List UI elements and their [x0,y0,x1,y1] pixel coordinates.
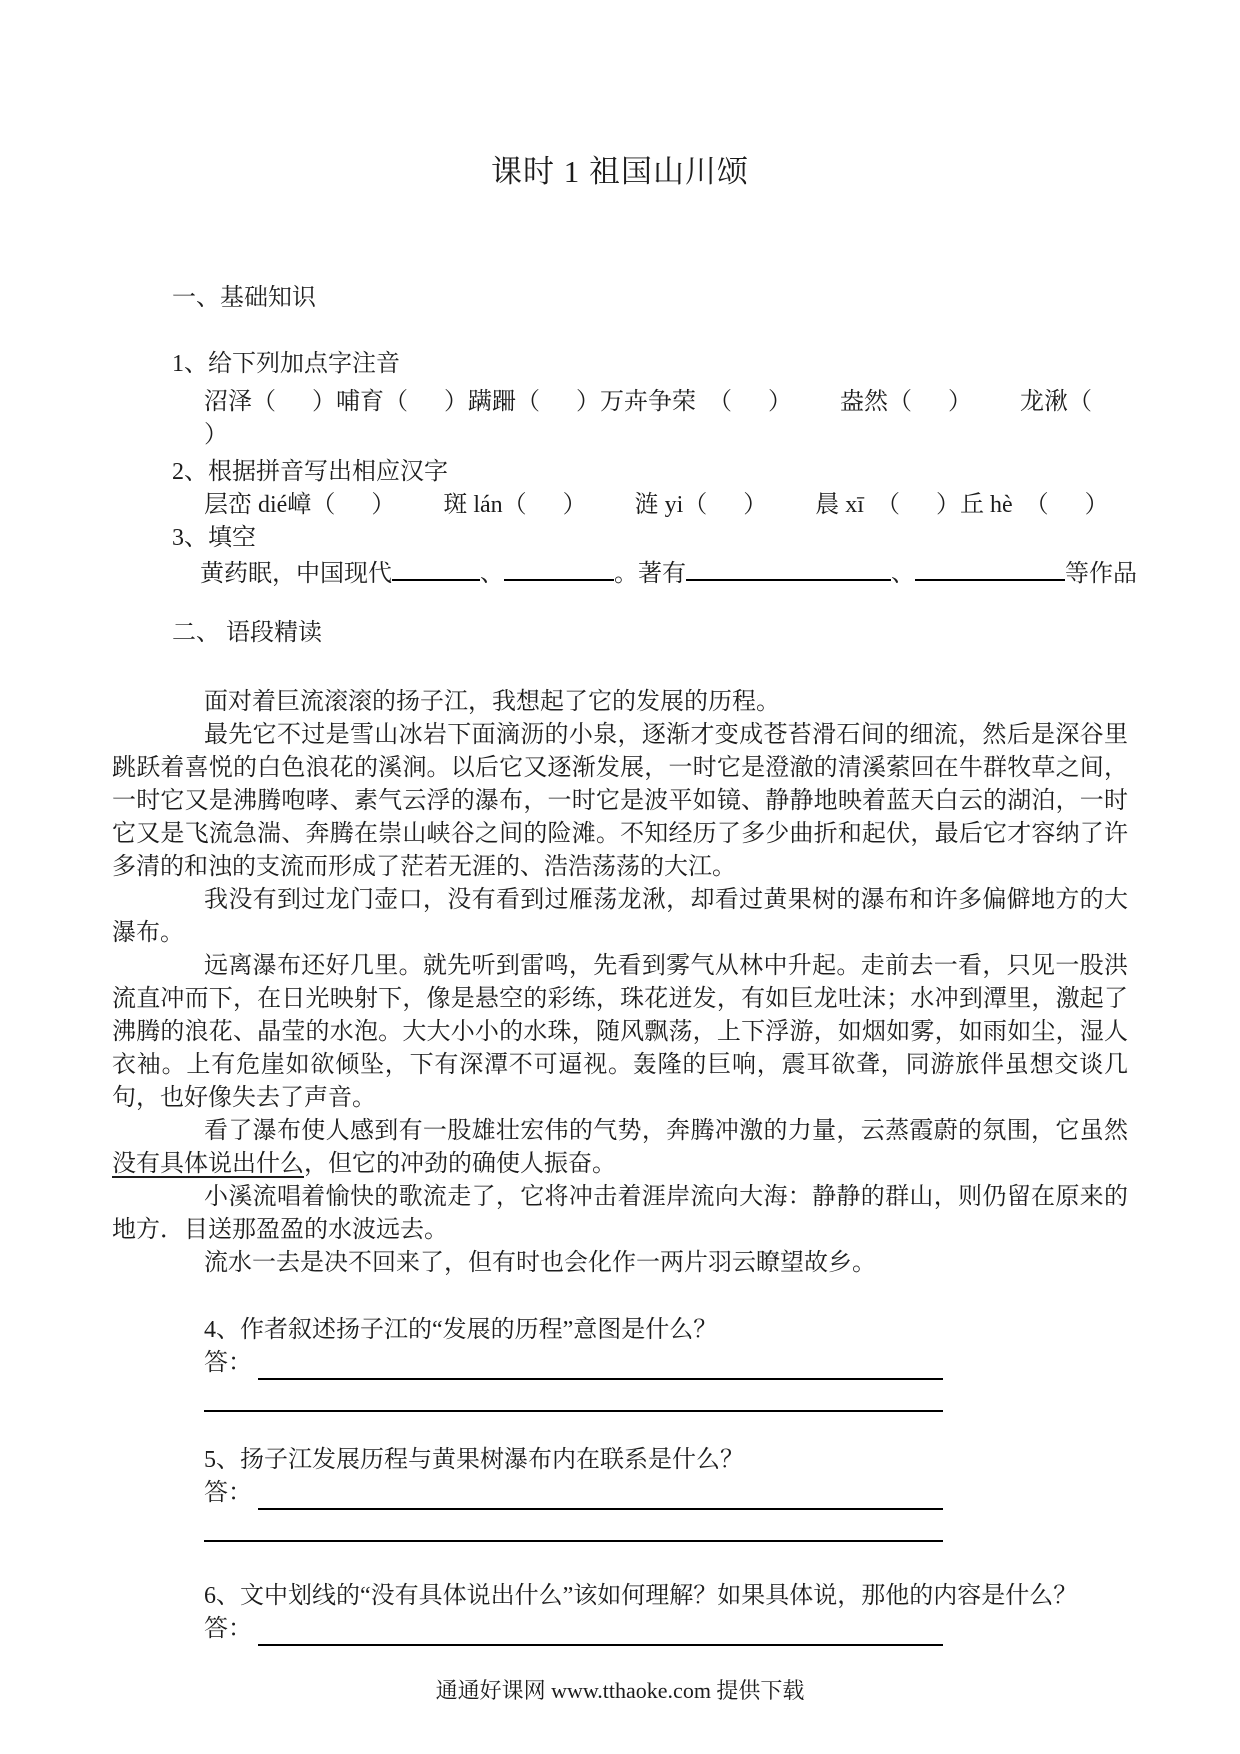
blank-field-3 [686,555,891,581]
fill-text-post: 等作品 [1065,561,1137,587]
fill-separator-3: 、 [891,561,915,587]
question-4-answer-row [204,1347,943,1380]
fill-separator-1: 、 [480,561,504,587]
text-segment: （ ） [204,389,1128,448]
fill-text-pre: 黄药眠，中国现代 [200,561,392,587]
passage-paragraph-7 [112,1247,1128,1280]
text-segment: （ ）万 [516,389,624,415]
emphasis-dot-char: 卉 • [624,389,648,415]
passage-paragraph-1 [112,686,1128,719]
passage-paragraph-4 [112,950,1128,1115]
answer-blank-line [258,1482,943,1510]
passage-paragraph-3 [112,884,1128,950]
question-5-block [204,1444,1128,1542]
question-3-label: 3、填空 [172,525,256,551]
answer-blank-line-2 [204,1380,943,1412]
text-segment: 远离瀑布还好几里。就先听到雷鸣，先看到雾气从林中升起。走前去一看，只见一股洪流直冲而下，在日光映射下，像是悬空的彩练，珠花迸发，有如巨龙吐沫；水冲到潭里，激起了沸腾的浪花、晶莹的水泡。大大小小的水珠，随风飘荡，上下浮游，如烟如雾，如雨如尘，湿人衣袖。上有危崖如欲倾坠，下有深潭不可逼视。轰隆的巨响，震耳欲聋，同游旅伴虽想交谈几句，也好像失去了声音。 [112,953,1128,1111]
passage-paragraph-2 [112,719,1128,884]
text-segment: 小溪流唱着愉快的歌流走了，它将冲击着涯岸流向大海：静静的群山，则仍留在原来的地方．目送那盈盈的水波远去。 [112,1184,1128,1243]
answer-blank-line [258,1618,943,1646]
reading-passage [112,686,1128,1280]
text-segment: 最先它不过是雪山冰岩下面滴沥的小泉，逐渐才变成苍苔滑石间的细流，然后是深谷里跳跃着喜悦的白色浪花的溪涧。以后它又逐渐发展，一时它是澄澈的清溪萦回在牛群牧草之间，一时它又是沸腾咆哮、素气云浮的瀑布，一时它是波平如镜、静静地映着蓝天白云的湖泊，一时它又是飞流急湍、奔腾在崇山峡谷之间的险滩。不知经历了多少曲折和起伏，最后它才容纳了许多清的和浊的支流而形成了茫若无涯的、浩浩荡荡的大江。 [112,722,1128,880]
text-segment: 泽（ ） [228,389,336,415]
question-4-label: 4、作者叙述扬子江的“发展的历程”意图是什么？ [204,1317,718,1343]
fill-separator-2: 。著有 [614,561,686,587]
question-2-label: 2、根据拼音写出相应汉字 [172,459,448,485]
blank-field-2 [504,555,614,581]
passage-paragraph-6 [112,1181,1128,1247]
answer-label: 答： [204,1616,252,1642]
text-segment: 面对着巨流滚滚的扬子江，我想起了它的发展的历程。 [204,689,780,715]
question-1-pinyin-line [204,386,1128,452]
text-segment: 看了瀑布使人感到有一股雄壮宏伟的气势，奔腾冲激的力量，云蒸霞蔚的氛围，它虽然 [204,1118,1128,1144]
text-segment: 育（ ） [360,389,468,415]
text-segment: 流水一去是决不回来了，但有时也会化作一两片羽云瞭望故乡。 [204,1250,876,1276]
text-segment: 然（ ） 龙 [864,389,1044,415]
answer-label: 答： [204,1480,252,1506]
text-segment: ，但它的冲劲的确使人振奋。 [304,1151,616,1177]
passage-paragraph-5 [112,1115,1128,1181]
section-heading-reading: 二、 语段精读 [172,620,322,646]
footer-credit: 通通好课网 www.tthaoke.com 提供下载 [435,1678,805,1703]
page-title: 课时 1 祖国山川颂 [491,154,749,189]
emphasis-dot-char: 蹒 • [468,389,492,415]
text-segment: 争荣 （ ） [648,389,840,415]
question-6-block [204,1580,1128,1646]
text-segment: 我没有到过龙门壶口，没有看到过雁荡龙湫，却看过黄果树的瀑布和许多偏僻地方的大瀑布。 [112,887,1128,946]
question-4-block [204,1314,1128,1412]
answer-blank-line-2 [204,1510,943,1542]
underlined-phrase: 没有具体说出什么 [112,1151,304,1177]
question-6-label: 6、文中划线的“没有具体说出什么”该如何理解？如果具体说，那他的内容是什么？ [204,1583,1078,1609]
answer-label: 答： [204,1350,252,1376]
emphasis-dot-char: 跚 • [492,389,516,415]
emphasis-dot-char: 盎 • [840,389,864,415]
comprehension-questions [204,1314,1128,1646]
question-5-label: 5、扬子江发展历程与黄果树瀑布内在联系是什么？ [204,1447,744,1473]
question-5-answer-row [204,1477,943,1510]
question-1-label: 1、给下列加点字注音 [172,351,400,377]
question-3-fill-line [200,555,1137,591]
emphasis-dot-char: 沼 • [204,389,228,415]
emphasis-dot-char: 湫 • [1044,389,1068,415]
answer-blank-line [258,1352,943,1380]
emphasis-dot-char: 哺 • [336,389,360,415]
section-heading-basics: 一、基础知识 [172,285,316,311]
question-6-answer-row [204,1613,943,1646]
question-2-hanzi-line: 层峦 dié嶂（ ） 斑 lán（ ） 涟 yi（ ） 晨 xī （ ）丘 hè （ ） [204,492,1109,518]
blank-field-4 [915,555,1065,581]
blank-field-1 [392,555,480,581]
